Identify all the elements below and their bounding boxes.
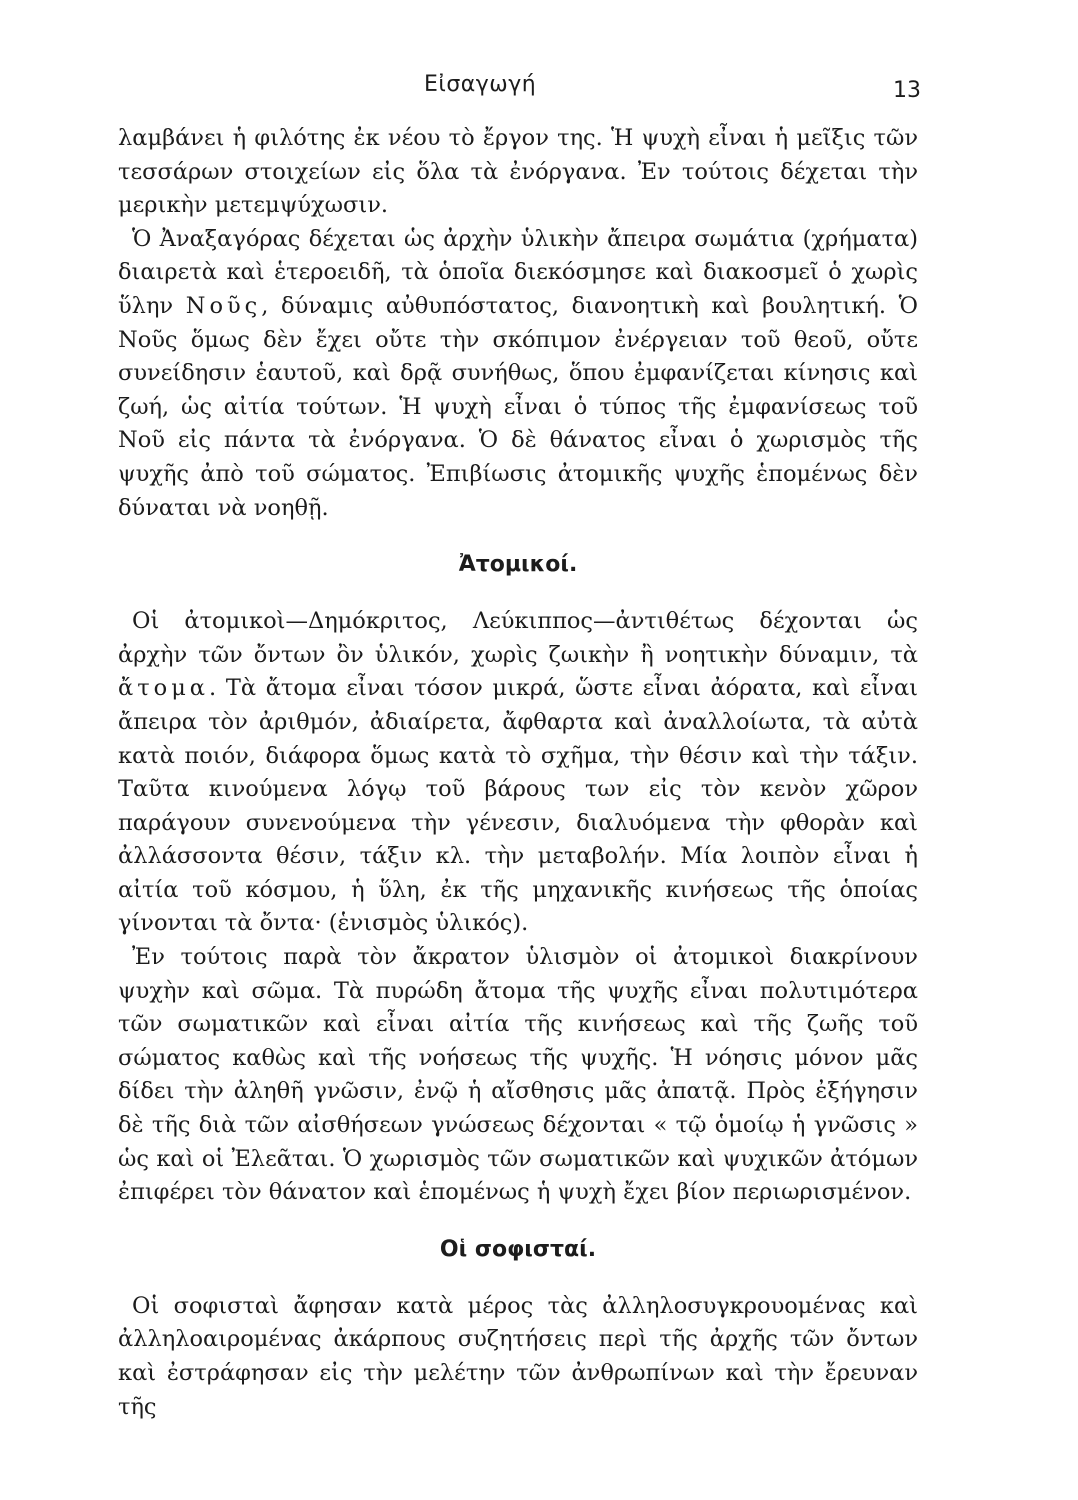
section-heading-atomists: Ἀτομικοί. xyxy=(458,552,578,578)
anaxagoras-text-2: , δύναμις αὐθυπόστατος, διανοητικὴ καὶ βουλητική. Ὁ Νοῦς ὅμως δὲν ἔχει οὔτε τὴν σκόπιμον ἐνέργειαν τοῦ θεοῦ, οὔτε συνείδησιν ἑαυτοῦ, καὶ δρᾷ συνήθως, ὅπου ἐμφανίζεται κίνησις καὶ ζωή, ὡς αἰτία τούτων. Ἡ ψυχὴ εἶναι ὁ τύπος τῆς ἐμφανίσεως τοῦ Νοῦ εἰς πάντα τὰ ἐνόργανα. Ὁ δὲ θάνατος εἶναι ὁ χωρισμὸς τῆς ψυχῆς ἀπὸ τοῦ σώματος. Ἐπιβίωσις ἀτομικῆς ψυχῆς ἑπομένως δὲν δύναται νὰ νοηθῇ. xyxy=(118,292,918,521)
body-text xyxy=(118,122,918,1424)
running-title: Εἰσαγωγή xyxy=(424,72,537,97)
atoma-emphasis: ἄτομα xyxy=(118,675,210,702)
atomists-text-2: . Τὰ ἄτομα εἶναι τόσον μικρά, ὥστε εἶναι ἀόρατα, καὶ εἶναι ἄπειρα τὸν ἀριθμόν, ἀδιαίρετα, ἄφθαρτα καὶ ἀναλλοίωτα, τὰ αὐτὰ κατὰ ποιόν, διάφορα ὅμως κατὰ τὸ σχῆμα, τὴν θέσιν καὶ τὴν τάξιν. Ταῦτα κινούμενα λόγῳ τοῦ βάρους των εἰς τὸν κενὸν χῶρον παράγουν συνενούμενα τὴν γένεσιν, διαλυόμενα τὴν φθορὰν καὶ ἀλλάσσοντα θέσιν, τάξιν κλ. τὴν μεταβολήν. Μία λοιπὸν εἶναι ἡ αἰτία τοῦ κόσμου, ἡ ὕλη, ἐκ τῆς μηχανικῆς κινήσεως τῆς ὁποίας γίνονται τὰ ὄντα· (ἑνισμὸς ὑλικός). xyxy=(118,675,918,937)
page-header xyxy=(0,72,1078,112)
paragraph-sophists: Οἱ σοφισταὶ ἄφησαν κατὰ μέρος τὰς ἀλληλοσυγκρουομένας καὶ ἀλληλοαιρομένας ἀκάρπους συζητήσεις περὶ τῆς ἀρχῆς τῶν ὄντων καὶ ἐστράφησαν εἰς τὴν μελέτην τῶν ἀνθρωπίνων καὶ τὴν ἔρευναν τῆς xyxy=(118,1292,918,1420)
page-number: 13 xyxy=(893,78,921,103)
section-heading-sophists: Οἱ σοφισταί. xyxy=(439,1236,597,1262)
nous-emphasis: Νοῦς xyxy=(185,292,262,319)
paragraph-anaxagoras xyxy=(118,223,918,525)
anaxagoras-text-1: Ὁ Ἀναξαγόρας δέχεται ὡς ἀρχὴν ὑλικὴν ἄπειρα σωμάτια (χρήματα) διαιρετὰ καὶ ἑτεροειδῆ, τὰ ὁποῖα διεκόσμησε καὶ διακοσμεῖ ὁ χωρὶς ὕλην xyxy=(118,225,918,319)
atomists-text-1: Οἱ ἀτομικοὶ—Δημόκριτος, Λεύκιππος—ἀντιθέτως δέχονται ὡς ἀρχὴν τῶν ὄντων ὂν ὑλικόν, χωρὶς ζωικὴν ἢ νοητικὴν δύναμιν, τὰ xyxy=(118,608,918,668)
paragraph-atomists-soul: Ἐν τούτοις παρὰ τὸν ἄκρατον ὑλισμὸν οἱ ἀτομικοὶ διακρίνουν ψυχὴν καὶ σῶμα. Τὰ πυρώδη ἄτομα τῆς ψυχῆς εἶναι πολυτιμότερα τῶν σωματικῶν καὶ εἶναι αἰτία τῆς κινήσεως καὶ τῆς ζωῆς τοῦ σώματος καθὼς καὶ τῆς νοήσεως τῆς ψυχῆς. Ἡ νόησις μόνον μᾶς δίδει τὴν ἀληθῆ γνῶσιν, ἐνῷ ἡ αἴσθησις μᾶς ἀπατᾷ. Πρὸς ἐξήγησιν δὲ τῆς διὰ τῶν αἰσθήσεων γνώσεως δέχονται « τῷ ὁμοίῳ ἡ γνῶσις » ὡς καὶ οἱ Ἐλεᾶται. Ὁ χωρισμὸς τῶν σωματικῶν καὶ ψυχικῶν ἀτόμων ἐπιφέρει τὸν θάνατον καὶ ἑπομένως ἡ ψυχὴ ἔχει βίον περιωρισμένον. xyxy=(118,944,918,1206)
paragraph-atomists xyxy=(118,605,918,941)
paragraph-empedocles-end: λαμβάνει ἡ φιλότης ἐκ νέου τὸ ἔργον της. Ἡ ψυχὴ εἶναι ἡ μεῖξις τῶν τεσσάρων στοιχείων εἰς ὅλα τὰ ἐνόργανα. Ἐν τούτοις δέχεται τὴν μερικὴν μετεμψύχωσιν. xyxy=(118,125,918,219)
